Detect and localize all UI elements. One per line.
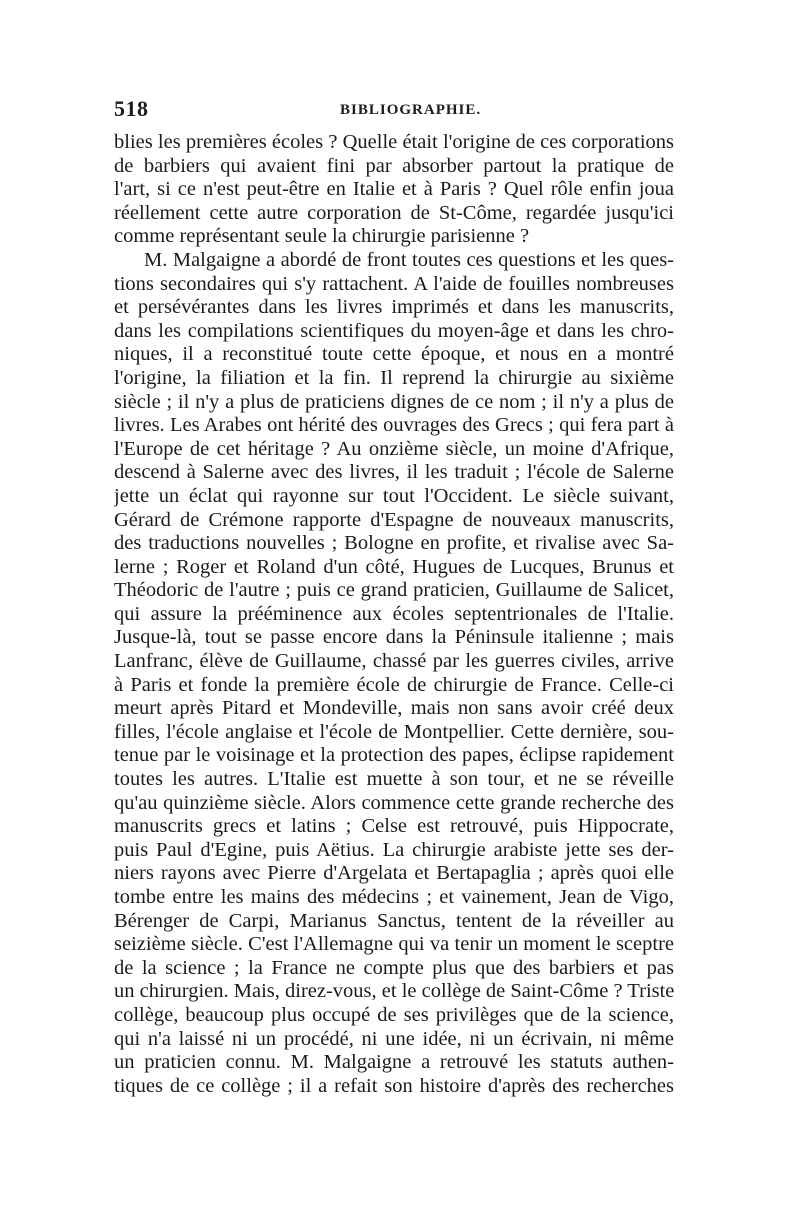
- text-line: de la science ; la France ne compte plus que des barbiers et pas: [114, 956, 674, 979]
- text-line: siècle ; il n'y a plus de praticiens dignes de ce nom ; il n'y a plus de: [114, 390, 674, 413]
- body-text: [114, 131, 674, 1098]
- text-line: tenue par le voisinage et la protection des papes, éclipse rapidement: [114, 744, 674, 767]
- text-line: l'Europe de cet héritage ? Au onzième siècle, un moine d'Afrique,: [114, 437, 674, 460]
- text-line: Jusque-là, tout se passe encore dans la Péninsule italienne ; mais: [114, 626, 674, 649]
- text-line: et persévérantes dans les livres imprimés et dans les manuscrits,: [114, 296, 674, 319]
- text-line: blies les premières écoles ? Quelle était l'origine de ces corporations: [114, 131, 674, 153]
- text-line: Gérard de Crémone rapporte d'Espagne de nouveaux manuscrits,: [114, 508, 674, 531]
- page-header: [114, 96, 674, 126]
- text-line: Lanfranc, élève de Guillaume, chassé par les guerres civiles, arrive: [114, 650, 674, 673]
- text-line: qui n'a laissé ni un procédé, ni une idée, ni un écrivain, ni même: [114, 1027, 674, 1050]
- text-line: dans les compilations scientifiques du moyen-âge et dans les chro-: [114, 319, 674, 342]
- text-line: meurt après Pitard et Mondeville, mais non sans avoir créé deux: [114, 697, 674, 720]
- text-line: Théodoric de l'autre ; puis ce grand praticien, Guillaume de Salicet,: [114, 579, 674, 602]
- text-line: filles, l'école anglaise et l'école de Montpellier. Cette dernière, sou-: [114, 720, 674, 743]
- text-line: descend à Salerne avec des livres, il les traduit ; l'école de Salerne: [114, 461, 674, 484]
- text-line: un chirurgien. Mais, direz-vous, et le collège de Saint-Côme ? Triste: [114, 980, 674, 1003]
- paragraph-first-line: M. Malgaigne a abordé de front toutes ces questions et les ques-: [144, 248, 674, 271]
- text-line: tiques de ce collège ; il a refait son histoire d'après des recherches: [114, 1074, 674, 1097]
- text-line: l'art, si ce n'est peut-être en Italie et à Paris ? Quel rôle enfin joua: [114, 178, 674, 201]
- text-line: tions secondaires qui s'y rattachent. A l'aide de fouilles nombreuses: [114, 272, 674, 295]
- text-line: collège, beaucoup plus occupé de ses privilèges que de la science,: [114, 1003, 674, 1026]
- text-line: niques, il a reconstitué toute cette époque, et nous en a montré: [114, 343, 674, 366]
- text-line: comme représentant seule la chirurgie parisienne ?: [114, 225, 530, 248]
- text-line: qui assure la prééminence aux écoles septentrionales de l'Italie.: [114, 602, 674, 625]
- page-number: 518: [114, 96, 149, 121]
- running-title: BIBLIOGRAPHIE.: [340, 102, 482, 118]
- text-line: manuscrits grecs et latins ; Celse est retrouvé, puis Hippocrate,: [114, 815, 674, 838]
- text-line: l'origine, la filiation et la fin. Il reprend la chirurgie au sixième: [114, 366, 674, 389]
- text-line: seizième siècle. C'est l'Allemagne qui va tenir un moment le sceptre: [114, 933, 674, 956]
- text-line: jette un éclat qui rayonne sur tout l'Occident. Le siècle suivant,: [114, 484, 674, 507]
- text-line: un praticien connu. M. Malgaigne a retrouvé les statuts authen-: [114, 1051, 674, 1074]
- text-line: toutes les autres. L'Italie est muette à son tour, et ne se réveille: [114, 768, 674, 791]
- text-line: des traductions nouvelles ; Bologne en profite, et rivalise avec Sa-: [114, 532, 674, 555]
- text-line: lerne ; Roger et Roland d'un côté, Hugues de Lucques, Brunus et: [114, 555, 674, 578]
- text-line: niers rayons avec Pierre d'Argelata et Bertapaglia ; après quoi elle: [114, 862, 674, 885]
- text-line: puis Paul d'Egine, puis Aëtius. La chirurgie arabiste jette ses der-: [114, 838, 674, 861]
- text-line: tombe entre les mains des médecins ; et vainement, Jean de Vigo,: [114, 886, 674, 908]
- text-line: à Paris et fonde la première école de chirurgie de France. Celle-ci: [114, 673, 674, 696]
- text-line: qu'au quinzième siècle. Alors commence cette grande recherche des: [114, 791, 674, 814]
- text-line: Bérenger de Carpi, Marianus Sanctus, tentent de la réveiller au: [114, 909, 674, 932]
- text-line: livres. Les Arabes ont hérité des ouvrages des Grecs ; qui fera part à: [114, 414, 674, 437]
- text-line: réellement cette autre corporation de St-Côme, regardée jusqu'ici: [114, 201, 674, 224]
- text-line: de barbiers qui avaient fini par absorber partout la pratique de: [114, 154, 674, 177]
